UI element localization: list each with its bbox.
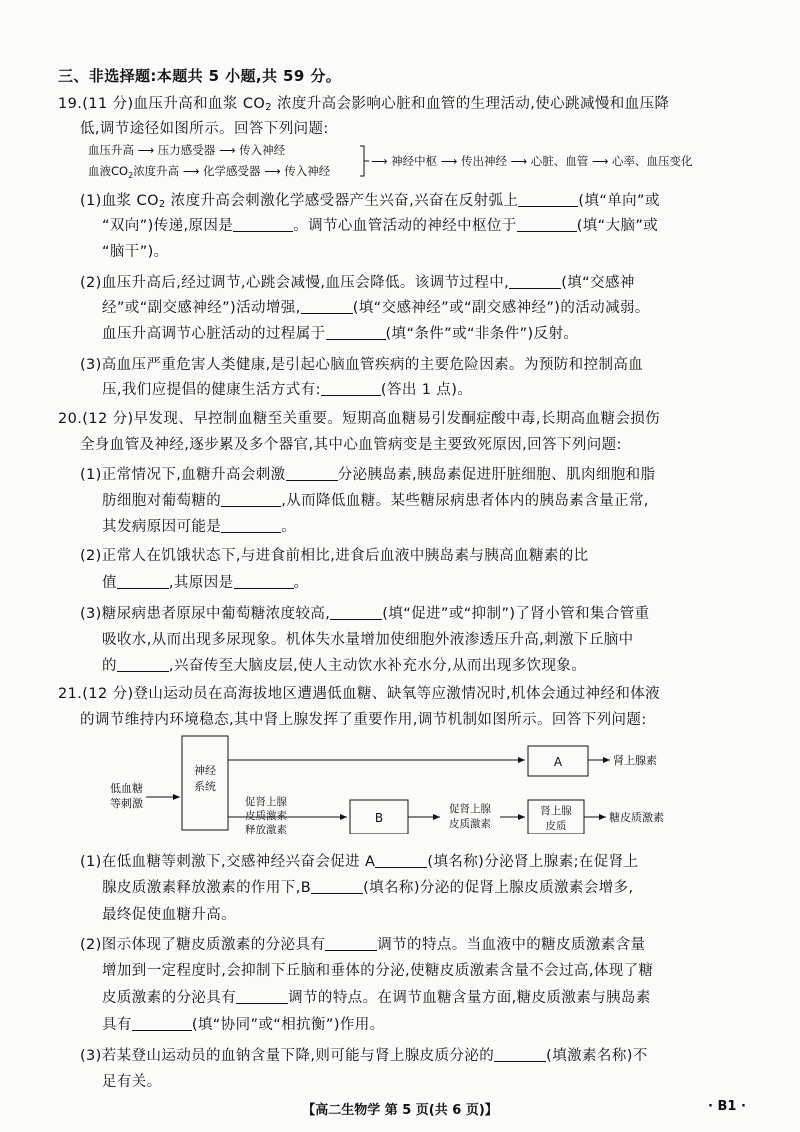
subscript: 2 xyxy=(265,102,272,113)
q21-diagram xyxy=(100,734,720,834)
answer-blank[interactable] xyxy=(286,466,338,481)
q19-part1-line3: “脑干”)。 xyxy=(102,244,169,260)
section-score: 59 xyxy=(283,67,305,85)
q21-part3-line2: 足有关。 xyxy=(102,1074,162,1090)
answer-blank[interactable] xyxy=(234,574,294,589)
crh-label-2: 皮质激素 xyxy=(245,810,287,822)
answer-blank[interactable] xyxy=(509,274,561,289)
answer-blank[interactable] xyxy=(517,217,577,232)
page-footer: 【高二生物学 第 5 页(共 6 页)】 xyxy=(302,1103,498,1118)
section-heading xyxy=(58,66,341,86)
q20-stem-line1: 20.(12 分)早发现、早控制血糖至关重要。短期高血糖易引发酮症酸中毒,长期高血糖会损伤 xyxy=(58,411,661,427)
q20-part2-line1: (2)正常人在饥饿状态下,与进食前相比,进食后血液中胰岛素与胰高血糖素的比 xyxy=(80,548,589,564)
q20-part2-line2: 值 ,其原因是 。 xyxy=(102,575,309,591)
crh-label-1: 促肾上腺 xyxy=(245,796,287,808)
answer-blank[interactable] xyxy=(375,853,427,868)
q21-part1-line2: 腺皮质激素释放激素的作用下,B (填名称)分泌的促肾上腺皮质激素会增多, xyxy=(102,880,634,896)
question-count: 5 xyxy=(208,67,220,85)
q21-part2-line4: 具有 (填“协同”或“相抗衡”)作用。 xyxy=(102,1017,385,1033)
q19-stem-line1: 19.(11 分)血压升高和血浆 $CO_2$ 浓度升高会影响心脏和血管的生理活动,使心跳减慢和血压降 xyxy=(58,96,670,113)
q19-part2-line2: 经”或“副交感神经”)活动增强, (填“交感神经”或“副交感神经”)的活动减弱。 xyxy=(102,300,650,316)
answer-blank[interactable] xyxy=(132,1016,192,1031)
answer-blank[interactable] xyxy=(117,657,169,672)
crh-label-3: 释放激素 xyxy=(245,824,287,834)
answer-blank[interactable] xyxy=(221,518,281,533)
answer-blank[interactable] xyxy=(330,605,382,620)
answer-blank[interactable] xyxy=(221,492,281,507)
answer-blank[interactable] xyxy=(301,299,353,314)
answer-blank[interactable] xyxy=(326,325,386,340)
diagram-row-co2: 血液$CO_2$浓度升高 ⟶ 化学感受器 ⟶ 传入神经 xyxy=(88,164,331,180)
q20-part1-line3: 其发病原因可能是 。 xyxy=(102,519,297,535)
q21-stem-line1: 21.(12 分)登山运动员在高海拔地区遭遇低血糖、缺氧等应激情况时,机体会通过神经和体液 xyxy=(58,686,661,702)
q21-part2-line2: 增加到一定程度时,会抑制下丘脑和垂体的分泌,使糖皮质激素含量不会过高,体现了糖 xyxy=(102,963,654,979)
acth-label-2: 皮质激素 xyxy=(449,818,491,830)
q20-part3-line2: 吸收水,从而出现多尿现象。机体失水量增加使细胞外液渗透压升高,刺激下丘脑中 xyxy=(102,632,634,648)
q19-stem-line2: 低,调节途径如图所示。回答下列问题: xyxy=(80,121,329,137)
stimulus-label-2: 等刺激 xyxy=(110,797,143,810)
q21-part2-line1: (2)图示体现了糖皮质激素的分泌具有 调节的特点。当血液中的糖皮质激素含量 xyxy=(80,937,646,953)
heading-prefix: 三、非选择题:本题共 xyxy=(58,67,209,85)
q19-part2-line3: 血压升高调节心脏活动的过程属于 (填“条件”或“非条件”)反射。 xyxy=(102,326,579,342)
q20-stem-line2: 全身血管及神经,逐步累及多个器官,其中心血管病变是主要致死原因,回答下列问题: xyxy=(80,437,622,453)
q19-part2-line1: (2)血压升高后,经过调节,心跳会减慢,血压会降低。该调节过程中, (填“交感神 xyxy=(80,275,635,291)
page-code: · B1 · xyxy=(708,1099,746,1114)
q21-stem-line2: 的调节维持内环境稳态,其中肾上腺发挥了重要作用,调节机制如图所示。回答下列问题: xyxy=(80,712,647,728)
box-b-label: B xyxy=(374,811,384,825)
answer-blank[interactable] xyxy=(311,879,363,894)
q19-part1-line1: (1)血浆 $CO_2$ 浓度升高会刺激化学感受器产生兴奋,兴奋在反射弧上 (填“单向”或 xyxy=(80,193,660,210)
q19-part3-line1: (3)高血压严重危害人类健康,是引起心脑血管疾病的主要危险因素。为预防和控制高血 xyxy=(80,357,644,373)
q20-part3-line3: 的 ,兴奋传至大脑皮层,使人主动饮水补充水分,从而出现多饮现象。 xyxy=(102,658,587,674)
output-glucocorticoid: 糖皮质激素 xyxy=(609,811,664,824)
diagram-chain: ⟶ 神经中枢 ⟶ 传出神经 ⟶ 心脏、血管 ⟶ 心率、血压变化 xyxy=(371,154,693,168)
answer-blank[interactable] xyxy=(233,217,293,232)
answer-blank[interactable] xyxy=(236,989,288,1004)
answer-blank[interactable] xyxy=(494,1047,546,1062)
heading-middle: 小题,共 xyxy=(219,67,284,85)
cortex-label-2: 皮质 xyxy=(545,820,567,832)
answer-blank[interactable] xyxy=(321,381,381,396)
heading-suffix: 分。 xyxy=(304,67,342,85)
answer-blank[interactable] xyxy=(325,936,377,951)
q20-part3-line1: (3)糖尿病患者原尿中葡萄糖浓度较高, (填“促进”或“抑制”)了肾小管和集合管重 xyxy=(80,606,650,622)
q21-part1-line3: 最终促使血糖升高。 xyxy=(102,907,237,923)
box-a-label: A xyxy=(553,755,563,769)
diagram-row-pressure: 血压升高 ⟶ 压力感受器 ⟶ 传入神经 xyxy=(88,143,286,157)
acth-label-1: 促肾上腺 xyxy=(449,803,491,815)
answer-blank[interactable] xyxy=(117,574,169,589)
q20-part1-line1: (1)正常情况下,血糖升高会刺激 分泌胰岛素,胰岛素促进肝脏细胞、肌肉细胞和脂 xyxy=(80,467,656,483)
q19-part3-line2: 压,我们应提倡的健康生活方式有: (答出 1 点)。 xyxy=(102,382,473,398)
answer-blank[interactable] xyxy=(518,192,578,207)
q19-diagram xyxy=(88,141,728,181)
q21-part1-line1: (1)在低血糖等刺激下,交感神经兴奋会促进 A (填名称)分泌肾上腺素;在促肾上 xyxy=(80,854,639,870)
cortex-label-1: 肾上腺 xyxy=(540,805,572,817)
q19-part1-line2: “双向”)传递,原因是 。调节心血管活动的神经中枢位于 (填“大脑”或 xyxy=(102,218,659,234)
q21-part3-line1: (3)若某登山运动员的血钠含量下降,则可能与肾上腺皮质分泌的 (填激素名称)不 xyxy=(80,1048,648,1064)
diagram-merge-bracket xyxy=(360,146,369,176)
nerve-label-1: 神经 xyxy=(194,764,216,777)
nerve-label-2: 系统 xyxy=(194,780,216,793)
q20-part1-line2: 肪细胞对葡萄糖的 ,从而降低血糖。某些糖尿病患者体内的胰岛素含量正常, xyxy=(102,493,649,509)
stimulus-label-1: 低血糖 xyxy=(110,782,143,795)
q21-part2-line3: 皮质激素的分泌具有 调节的特点。在调节血糖含量方面,糖皮质激素与胰岛素 xyxy=(102,990,651,1006)
output-epinephrine: 肾上腺素 xyxy=(613,754,657,767)
